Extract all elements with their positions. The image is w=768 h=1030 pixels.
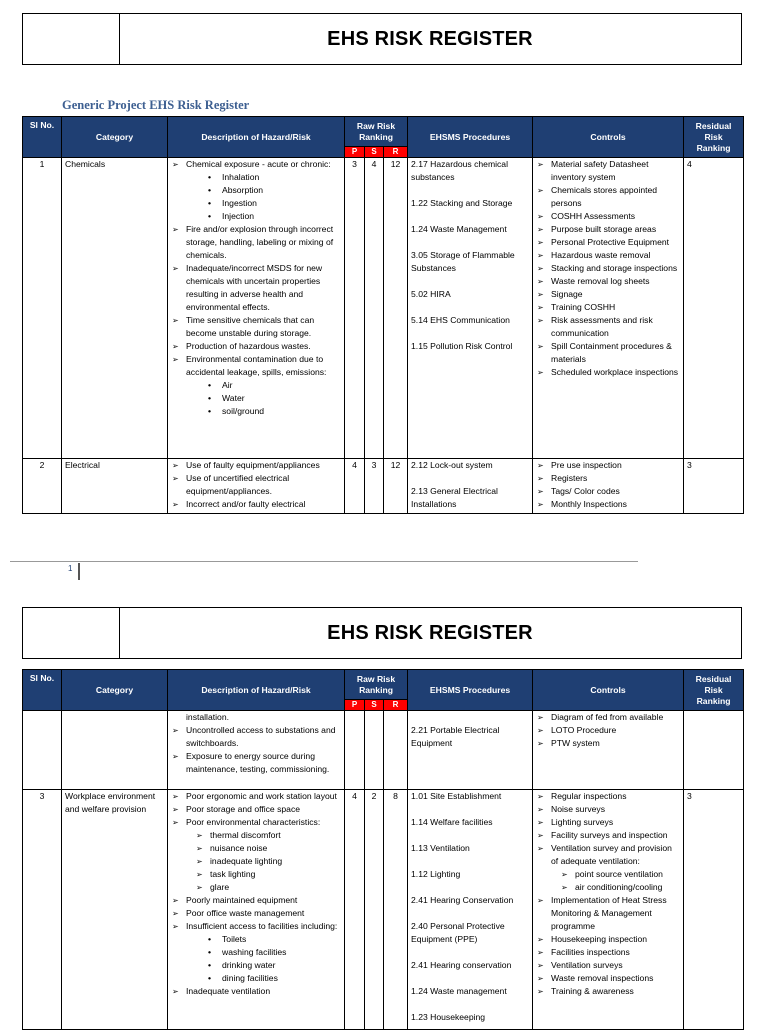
page-number: 1: [68, 564, 73, 573]
procedure-item: 3.05 Storage of Flammable Substances: [411, 250, 515, 273]
control-item: ➢ Noise surveys: [536, 803, 680, 816]
control-sub-item: ➢ air conditioning/cooling: [561, 881, 680, 894]
control-item: ➢ Housekeeping inspection: [536, 933, 680, 946]
hazard-item: ➢ Insufficient access to facilities including: • Toilets • washing facilities • drinking water • dining facilities: [171, 920, 341, 985]
control-item: ➢ Stacking and storage inspections: [536, 262, 680, 275]
procedure-item: 2.12 Lock-out system: [411, 460, 493, 470]
hazard-item: ➢ Incorrect and/or faulty electrical: [171, 498, 341, 511]
raw-r-value: 12: [384, 158, 408, 459]
hazard-item: ➢ Environmental contamination due to accidental leakage, spills, emissions: • Air • Water • soil/ground: [171, 353, 341, 418]
hazard-item: ➢ Time sensitive chemicals that can become unstable during storage.: [171, 314, 341, 340]
hazard-sub-item: • Toilets: [208, 933, 341, 946]
row-number: [23, 711, 62, 790]
control-item: ➢ COSHH Assessments: [536, 210, 680, 223]
procedure-item: 5.02 HIRA: [411, 289, 451, 299]
hazard-sub-item: • dining facilities: [208, 972, 341, 985]
raw-p-value: [345, 711, 365, 790]
procedure-item: 2.13 General Electrical Installations: [411, 486, 498, 509]
hazard-item: ➢ Exposure to energy source during maintenance, testing, commissioning.: [171, 750, 341, 776]
raw-p-value: 4: [345, 790, 365, 1030]
residual-value: 3: [684, 459, 744, 514]
row-category: Electrical: [62, 459, 168, 514]
hazard-sub-item: • drinking water: [208, 959, 341, 972]
hazard-list: [168, 711, 345, 790]
procedure-item: 2.40 Personal Protective Equipment (PPE): [411, 921, 505, 944]
control-item: ➢ Monthly Inspections: [536, 498, 680, 511]
procedure-item: 1.22 Stacking and Storage: [411, 198, 513, 208]
procedure-item: 1.14 Welfare facilities: [411, 817, 493, 827]
col-sl-no: Sl No.: [23, 670, 62, 711]
hazard-item: ➢ Poorly maintained equipment: [171, 894, 341, 907]
col-category: Category: [62, 117, 168, 158]
raw-s-value: 2: [365, 790, 384, 1030]
control-list: [533, 790, 684, 1030]
control-item: ➢ Registers: [536, 472, 680, 485]
row-category: Workplace environment and welfare provision: [62, 790, 168, 1030]
hazard-sub-item: • Ingestion: [208, 197, 341, 210]
procedure-item: 1.24 Waste Management: [411, 224, 507, 234]
control-item: ➢ Ventilation surveys: [536, 959, 680, 972]
raw-s-value: 4: [365, 158, 384, 459]
col-p: P: [345, 147, 365, 158]
procedure-item: 2.17 Hazardous chemical substances: [411, 159, 509, 182]
hazard-sub-item: • soil/ground: [208, 405, 341, 418]
page-title: EHS RISK REGISTER: [327, 27, 533, 50]
table-row: [23, 459, 744, 514]
procedure-list: [408, 158, 533, 459]
control-item: ➢ PTW system: [536, 737, 680, 750]
table-row: [23, 711, 744, 790]
hazard-sub-item: • Inhalation: [208, 171, 341, 184]
col-s: S: [365, 700, 384, 711]
col-description: Description of Hazard/Risk: [168, 670, 345, 711]
page-title: EHS RISK REGISTER: [327, 621, 533, 644]
control-item: ➢ Spill Containment procedures & materials: [536, 340, 680, 366]
row-category: Chemicals: [62, 158, 168, 459]
procedure-item: 2.21 Portable Electrical Equipment: [411, 725, 500, 748]
col-procedures: EHSMS Procedures: [408, 117, 533, 158]
row-number: 1: [23, 158, 62, 459]
register-title-box: [22, 13, 742, 65]
risk-register-table-2: [22, 669, 744, 1030]
raw-s-value: [365, 711, 384, 790]
table-row: [23, 790, 744, 1030]
hazard-item: ➢ Production of hazardous wastes.: [171, 340, 341, 353]
control-item: ➢ Chemicals stores appointed persons: [536, 184, 680, 210]
col-controls: Controls: [533, 117, 684, 158]
col-category: Category: [62, 670, 168, 711]
hazard-sub-item: • Air: [208, 379, 341, 392]
procedure-item: 2.41 Hearing conservation: [411, 960, 512, 970]
control-item: ➢ Ventilation survey and provision of adequate ventilation: ➢ point source ventilation ➢ air conditioning/cooling: [536, 842, 680, 894]
col-raw-risk: Raw Risk Ranking: [345, 117, 408, 147]
control-item: ➢ Implementation of Heat Stress Monitoring & Management programme: [536, 894, 680, 933]
control-item: ➢ Material safety Datasheet inventory system: [536, 158, 680, 184]
raw-p-value: 4: [345, 459, 365, 514]
row-number: 2: [23, 459, 62, 514]
col-description: Description of Hazard/Risk: [168, 117, 345, 158]
col-procedures: EHSMS Procedures: [408, 670, 533, 711]
control-list: [533, 158, 684, 459]
hazard-continued-text: installation.: [186, 712, 229, 722]
hazard-item: ➢ Poor environmental characteristics: ➢ thermal discomfort ➢ nuisance noise ➢ inadequate lighting ➢ task lighting ➢ glare: [171, 816, 341, 894]
procedure-item: 1.23 Housekeeping: [411, 1012, 486, 1022]
col-s: S: [365, 147, 384, 158]
raw-r-value: [384, 711, 408, 790]
hazard-item: ➢ Inadequate/incorrect MSDS for new chemicals with uncertain properties resulting in adverse health and environmental effects.: [171, 262, 341, 314]
procedure-item: 5.14 EHS Communication: [411, 315, 510, 325]
hazard-item: ➢ Use of faulty equipment/appliances: [171, 459, 341, 472]
hazard-sub-item: • washing facilities: [208, 946, 341, 959]
procedure-item: 1.15 Pollution Risk Control: [411, 341, 513, 351]
raw-r-value: 12: [384, 459, 408, 514]
control-item: ➢ Scheduled workplace inspections: [536, 366, 680, 379]
control-item: ➢ Diagram of fed from available: [536, 711, 680, 724]
procedure-item: 1.13 Ventilation: [411, 843, 470, 853]
hazard-item: ➢ Poor ergonomic and work station layout: [171, 790, 341, 803]
control-item: ➢ Training & awareness: [536, 985, 680, 998]
control-item: ➢ Purpose built storage areas: [536, 223, 680, 236]
hazard-item: ➢ Uncontrolled access to substations and switchboards.: [171, 724, 341, 750]
hazard-list: [168, 790, 345, 1030]
hazard-sub-item: ➢ thermal discomfort: [196, 829, 341, 842]
col-r: R: [384, 700, 408, 711]
hazard-item: ➢ Use of uncertified electrical equipment/appliances.: [171, 472, 341, 498]
col-sl-no: Sl No.: [23, 117, 62, 158]
control-item: ➢ Waste removal inspections: [536, 972, 680, 985]
hazard-list: [168, 459, 345, 514]
control-item: ➢ Risk assessments and risk communication: [536, 314, 680, 340]
col-controls: Controls: [533, 670, 684, 711]
risk-register-table-1: [22, 116, 744, 514]
hazard-sub-item: ➢ task lighting: [196, 868, 341, 881]
col-r: R: [384, 147, 408, 158]
control-item: ➢ LOTO Procedure: [536, 724, 680, 737]
procedure-list: [408, 790, 533, 1030]
raw-r-value: 8: [384, 790, 408, 1030]
control-item: ➢ Waste removal log sheets: [536, 275, 680, 288]
control-item: ➢ Pre use inspection: [536, 459, 680, 472]
procedure-item: 2.41 Hearing Conservation: [411, 895, 514, 905]
procedure-item: 1.24 Waste management: [411, 986, 507, 996]
table-row: [23, 158, 744, 459]
col-residual: Residual Risk Ranking: [684, 117, 744, 158]
residual-value: 3: [684, 790, 744, 1030]
control-sub-item: ➢ point source ventilation: [561, 868, 680, 881]
procedure-item: 1.12 Lighting: [411, 869, 461, 879]
raw-s-value: 3: [365, 459, 384, 514]
residual-value: [684, 711, 744, 790]
control-item: ➢ Lighting surveys: [536, 816, 680, 829]
procedure-item: 1.01 Site Establishment: [411, 791, 502, 801]
hazard-item: ➢ Poor office waste management: [171, 907, 341, 920]
register-subtitle: Generic Project EHS Risk Register: [62, 98, 250, 112]
procedure-list: [408, 711, 533, 790]
hazard-sub-item: ➢ inadequate lighting: [196, 855, 341, 868]
control-item: ➢ Training COSHH: [536, 301, 680, 314]
register-title-box: [22, 607, 742, 659]
hazard-list: [168, 158, 345, 459]
col-raw-risk: Raw Risk Ranking: [345, 670, 408, 700]
control-item: ➢ Hazardous waste removal: [536, 249, 680, 262]
residual-value: 4: [684, 158, 744, 459]
hazard-sub-item: ➢ nuisance noise: [196, 842, 341, 855]
control-item: ➢ Tags/ Color codes: [536, 485, 680, 498]
hazard-sub-item: • Water: [208, 392, 341, 405]
control-list: [533, 459, 684, 514]
hazard-item: ➢ Chemical exposure - acute or chronic: • Inhalation • Absorption • Ingestion • Injection: [171, 158, 341, 223]
col-residual: Residual Risk Ranking: [684, 670, 744, 711]
page-divider: [10, 561, 638, 562]
title-logo-cell: [23, 14, 120, 64]
hazard-item: ➢ Poor storage and office space: [171, 803, 341, 816]
control-list: [533, 711, 684, 790]
hazard-item: ➢ Inadequate ventilation: [171, 985, 341, 998]
control-item: ➢ Signage: [536, 288, 680, 301]
control-item: ➢ Facilities inspections: [536, 946, 680, 959]
row-category: [62, 711, 168, 790]
page-number-bar: [78, 563, 80, 580]
row-number: 3: [23, 790, 62, 1030]
hazard-item: ➢ Fire and/or explosion through incorrect storage, handling, labeling or mixing of chemicals.: [171, 223, 341, 262]
col-p: P: [345, 700, 365, 711]
control-item: ➢ Regular inspections: [536, 790, 680, 803]
procedure-list: [408, 459, 533, 514]
control-item: ➢ Personal Protective Equipment: [536, 236, 680, 249]
title-logo-cell: [23, 608, 120, 658]
hazard-sub-item: • Absorption: [208, 184, 341, 197]
hazard-sub-item: ➢ glare: [196, 881, 341, 894]
raw-p-value: 3: [345, 158, 365, 459]
control-item: ➢ Facility surveys and inspection: [536, 829, 680, 842]
hazard-sub-item: • Injection: [208, 210, 341, 223]
